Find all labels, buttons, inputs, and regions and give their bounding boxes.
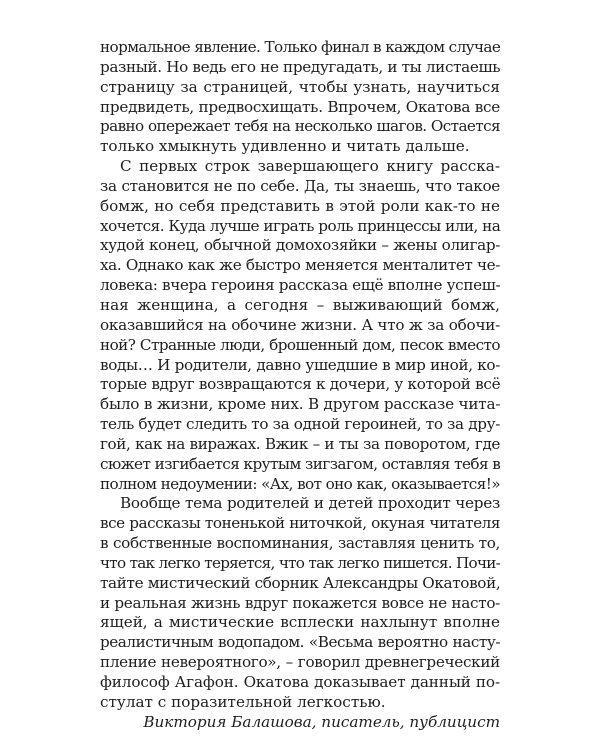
text-line: сюжет изгибается крутым зигзагом, оставляя тебя в bbox=[100, 454, 501, 473]
text-line: торые вдруг возвращаются к дочери, у которой всё bbox=[100, 375, 501, 394]
text-line: было в жизни, кроме них. В другом рассказе чита- bbox=[100, 395, 501, 414]
paragraph-1 bbox=[100, 38, 500, 157]
text-line: разный. Но ведь его не предугадать, и ты листаешь bbox=[100, 57, 501, 76]
text-line: хочется. Куда лучше играть роль принцессы или, на bbox=[100, 216, 501, 235]
text-line: предвидеть, предвосхищать. Впрочем, Окатова все bbox=[100, 97, 501, 116]
text-line: Вообще тема родителей и детей проходит через bbox=[120, 494, 500, 513]
text-line: ящей, а мистические всплески нахлынут вполне bbox=[100, 613, 500, 632]
text-line: за становится не по себе. Да, ты знаешь, что такое bbox=[100, 176, 500, 195]
text-line: оказавшийся на обочине жизни. А что ж за обочи- bbox=[100, 315, 500, 334]
paragraph-2 bbox=[100, 157, 500, 494]
text-line: полном недоумении: «Ах, вот оно как, оказывается!» bbox=[100, 474, 500, 493]
text-line: страницу за страницей, чтобы узнать, научиться bbox=[100, 77, 500, 96]
text-line: худой конец, обычной домохозяйки – жены олигар- bbox=[100, 236, 500, 255]
text-line: только хмыкнуть удивленно и читать дальше. bbox=[100, 137, 470, 156]
text-line: гой, как на виражах. Вжик – и ты за поворотом, где bbox=[100, 434, 500, 453]
text-line: и реальная жизнь вдруг покажется вовсе не насто- bbox=[100, 593, 500, 612]
text-line: ловека: вчера героиня рассказа ещё вполне успеш- bbox=[100, 276, 501, 295]
text-line: пление невероятного», – говорил древнегреческий bbox=[100, 653, 500, 672]
text-line: тель будет следить то за одной героиней, то за дру- bbox=[100, 415, 500, 434]
book-page bbox=[100, 38, 500, 733]
text-line: все рассказы тоненькой ниточкой, окуная читателя bbox=[100, 514, 500, 533]
text-line: ха. Однако как же быстро меняется менталитет че- bbox=[100, 256, 500, 275]
text-line: ной? Странные люди, брошенный дом, песок вместо bbox=[100, 335, 500, 354]
text-line: С первых строк завершающего книгу расска- bbox=[120, 157, 500, 176]
text-line: воды… И родители, давно ушедшие в мир иной, ко- bbox=[100, 355, 500, 374]
text-line: бомж, но себя представить в этой роли как-то не bbox=[100, 196, 500, 215]
text-line: ная женщина, а сегодня – выживающий бомж, bbox=[100, 295, 500, 314]
text-line: стулат с поразительной легкостью. bbox=[100, 692, 386, 711]
text-line: тайте мистический сборник Александры Окатовой, bbox=[100, 573, 501, 592]
text-line: философ Агафон. Окатова доказывает данный по- bbox=[100, 673, 500, 691]
text-line: реалистичным водопадом. «Весьма вероятно насту- bbox=[100, 633, 500, 652]
text-line: нормальное явление. Только финал в каждом случае bbox=[100, 38, 501, 56]
text-line: равно опережает тебя на несколько шагов. Остается bbox=[100, 117, 500, 136]
paragraph-3 bbox=[100, 494, 500, 712]
text-line: что так легко теряется, что так легко пишется. Почи- bbox=[100, 553, 500, 572]
text-line: в собственные воспоминания, заставляя ценить то, bbox=[100, 534, 500, 553]
author-signature: Виктория Балашова, писатель, публицист bbox=[143, 712, 500, 731]
